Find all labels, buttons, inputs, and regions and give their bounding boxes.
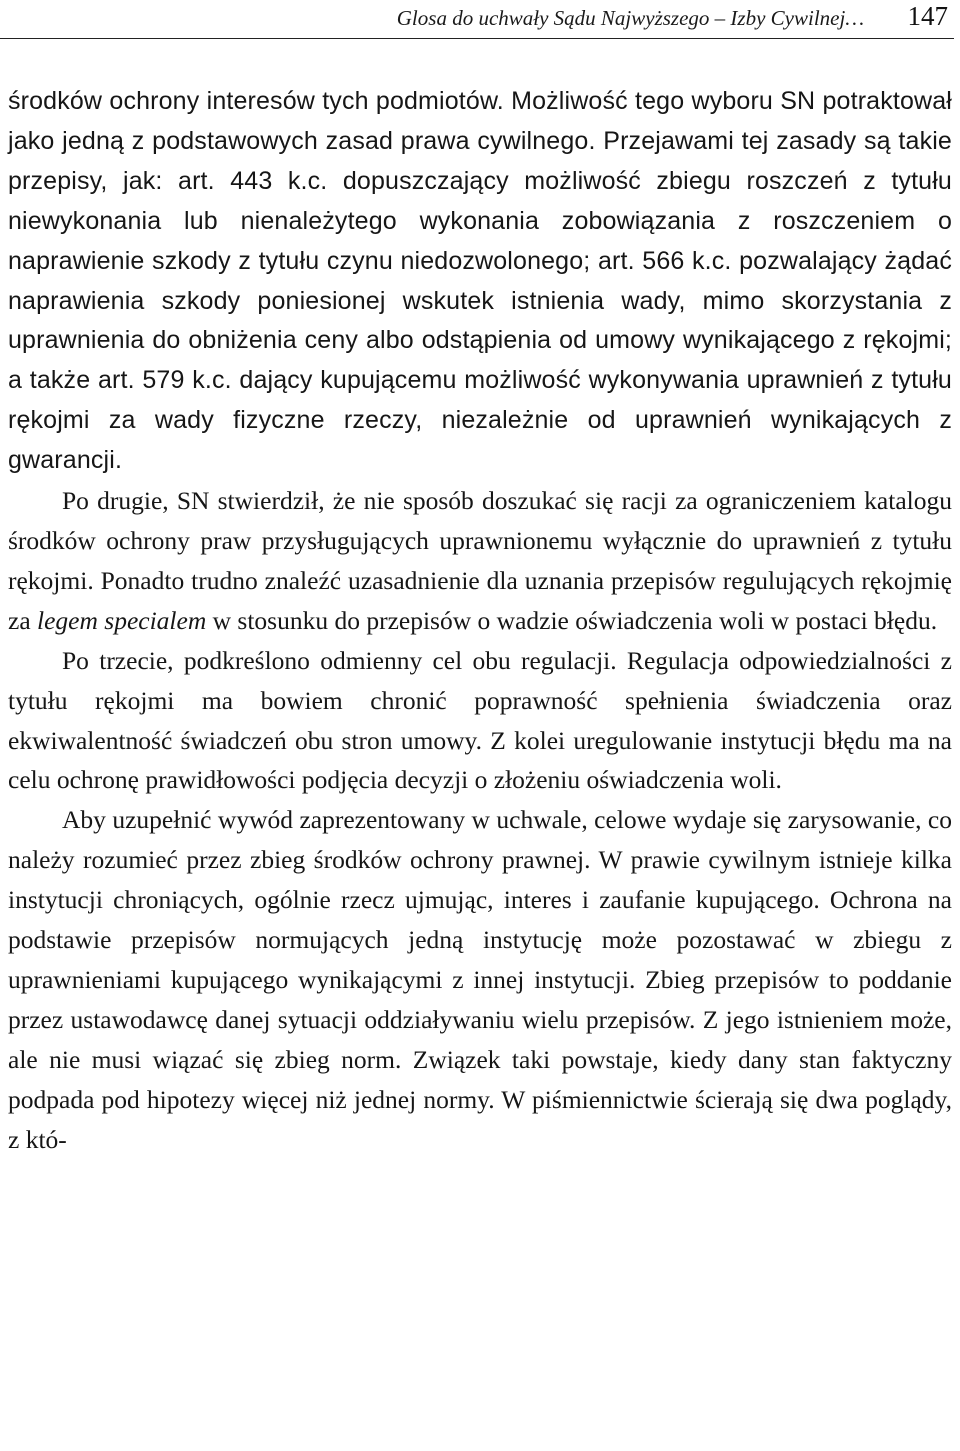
header-title: Glosa do uchwały Sądu Najwyższego – Izby Cywilnej… (396, 6, 864, 30)
paragraph-3: Po trzecie, podkreślono odmienny cel obu regulacji. Regulacja odpowiedzialności z tytułu rękojmi ma bowiem chronić poprawność spełnienia świadczenia oraz ekwiwalentność świadczeń obu stron umowy. Z kolei uregulowanie instytucji błędu ma na celu ochronę prawidłowości podjęcia decyzji o złożeniu oświadczenia woli. (8, 645, 952, 795)
paragraph-4: Aby uzupełnić wywód zaprezentowany w uchwale, celowe wydaje się zarysowanie, co należy rozumieć przez zbieg środków ochrony prawnej. W prawie cywilnym istnieje kilka instytucji chroniących, ogólnie rzecz ujmując, interes i zaufanie kupującego. Ochrona na podstawie przepisów normujących jedną instytucję może pozostawać w zbiegu z uprawnieniami kupującego wynikającymi z innej instytucji. Zbieg przepisów to poddanie przez ustawodawcę danej sytuacji oddziaływaniu wielu przepisów. Z jego istnieniem może, ale nie musi wiązać się zbieg norm. Związek taki powstaje, kiedy dany stan faktyczny podpada pod hipotezy więcej niż jednej normy. W piśmiennictwie ścierają się dwa poglądy, z któ- (8, 805, 952, 1154)
body-text (8, 82, 952, 1159)
page-number: 147 (907, 1, 948, 31)
running-header (0, 0, 954, 39)
paragraph-1: środków ochrony interesów tych podmiotów. Możliwość tego wyboru SN potraktował jako jedną z podstawowych zasad prawa cywilnego. Przejawami tej zasady są takie przepisy, jak: art. 443 k.c. dopuszczający możliwość zbiegu roszczeń z tytułu niewykonania lub nienależytego wykonania zobowiązania z roszczeniem o naprawienie szkody z tytułu czynu niedozwolonego; art. 566 k.c. pozwalający żądać naprawienia szkody poniesionej wskutek istnienia wady, mimo skorzystania z uprawnienia do obniżenia ceny albo odstąpienia od umowy wynikającego z rękojmi; a także art. 579 k.c. dający kupującemu możliwość wykonywania uprawnień z tytułu rękojmi za wady fizyczne rzeczy, niezależnie od uprawnień wynikających z gwarancji. (8, 87, 952, 475)
latin-term: legem specialem (37, 605, 207, 635)
paragraph-2 (8, 481, 952, 641)
paragraph-2-text-after: w stosunku do przepisów o wadzie oświadczenia woli w postaci błędu. (206, 605, 938, 635)
paragraph-2-text-before: Po drugie, SN stwierdził, że nie sposób doszukać się racji za ograniczeniem katalogu środków ochrony praw przysługujących uprawnionemu wyłącznie do uprawnień z tytułu rękojmi. Ponadto trudno znaleźć uzasadnienie dla uznania przepisów regulujących rękojmię za (8, 486, 952, 635)
